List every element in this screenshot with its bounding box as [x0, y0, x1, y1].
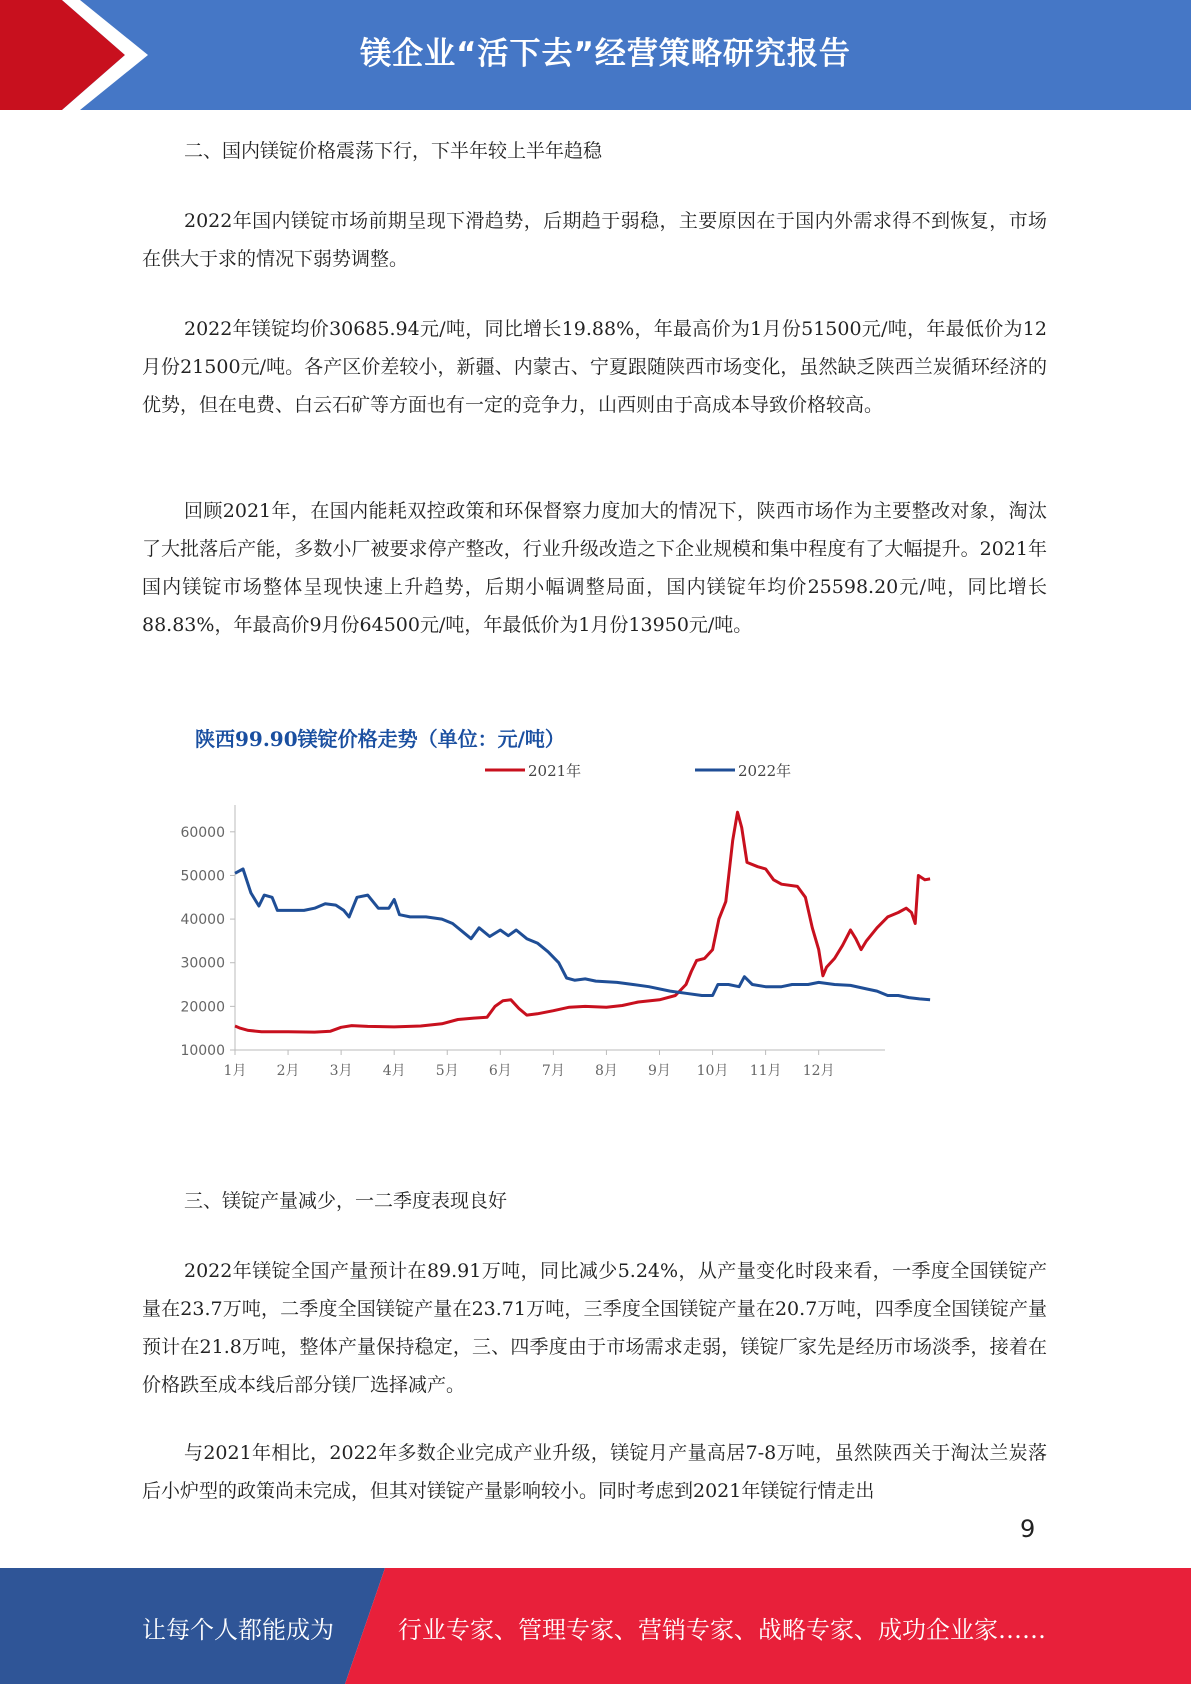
- x-tick-label: 4月: [382, 1063, 406, 1079]
- price-trend-chart: [180, 715, 980, 1095]
- page-footer: [0, 1568, 1191, 1684]
- series-line-2022: [235, 869, 930, 1000]
- section2-paragraph-2: 2022年镁锭均价30685.94元/吨，同比增长19.88%，年最高价为1月份51500元/吨，年最低价为12月份21500元/吨。各产区价差较小，新疆、内蒙古、宁夏跟随陕西市场变化，虽然缺乏陕西兰炭循环经济的优势，但在电费、白云石矿等方面也有一定的竞争力，山西则由于高成本导致价格较高。: [142, 318, 1047, 416]
- y-tick-label: 30000: [180, 955, 225, 972]
- footer-slogan-right: 行业专家、管理专家、营销专家、战略专家、成功企业家……: [398, 1616, 1046, 1644]
- x-tick-label: 7月: [541, 1063, 565, 1079]
- x-tick-label: 6月: [488, 1063, 512, 1079]
- x-tick-label: 3月: [329, 1063, 353, 1079]
- x-tick-label: 5月: [435, 1063, 459, 1079]
- x-tick-label: 8月: [594, 1063, 618, 1079]
- section2-paragraph-3: 回顾2021年，在国内能耗双控政策和环保督察力度加大的情况下，陕西市场作为主要整改对象，淘汰了大批落后产能，多数小厂被要求停产整改，行业升级改造之下企业规模和集中程度有了大幅提升。2021年国内镁锭市场整体呈现快速上升趋势，后期小幅调整局面，国内镁锭年均价25598.20元/吨，同比增长88.83%，年最高价9月份64500元/吨，年最低价为1月份13950元/吨。: [142, 500, 1047, 636]
- chart-plot: [180, 715, 980, 1095]
- page-header: [0, 0, 1191, 110]
- chart-legend: [485, 762, 791, 780]
- section2-heading: 二、国内镁锭价格震荡下行，下半年较上半年趋稳: [184, 140, 603, 162]
- chart-title: 陕西99.90镁锭价格走势（单位：元/吨）: [195, 727, 565, 751]
- page-number: 9: [1020, 1515, 1036, 1543]
- chart-series: [235, 812, 930, 1032]
- y-tick-label: 10000: [180, 1043, 225, 1059]
- x-tick-label: 12月: [802, 1063, 835, 1079]
- y-tick-label: 20000: [180, 999, 225, 1016]
- report-title: 镁企业“活下去”经营策略研究报告: [360, 35, 851, 72]
- section3-paragraph-1: 2022年镁锭全国产量预计在89.91万吨，同比减少5.24%，从产量变化时段来看，一季度全国镁锭产量在23.7万吨，二季度全国镁锭产量在23.71万吨，三季度全国镁锭产量在20.7万吨，四季度全国镁锭产量预计在21.8万吨，整体产量保持稳定，三、四季度由于市场需求走弱，镁锭厂家先是经历市场淡季，接着在价格跌至成本线后部分镁厂选择减产。: [142, 1260, 1047, 1396]
- y-tick-label: 60000: [180, 824, 225, 841]
- section3-heading: 三、镁锭产量减少，一二季度表现良好: [184, 1190, 508, 1212]
- y-tick-label: 40000: [180, 912, 225, 929]
- x-tick-label: 10月: [696, 1063, 729, 1079]
- legend-label-2021: 2021年: [528, 762, 582, 780]
- x-tick-label: 1月: [223, 1063, 247, 1079]
- footer-slogan-left: 让每个人都能成为: [142, 1616, 334, 1644]
- x-tick-label: 9月: [648, 1063, 671, 1079]
- series-line-2021: [235, 812, 930, 1032]
- x-tick-label: 11月: [749, 1063, 782, 1079]
- section3-paragraph-2: 与2021年相比，2022年多数企业完成产业升级，镁锭月产量高居7-8万吨，虽然陕西关于淘汰兰炭落后小炉型的政策尚未完成，但其对镁锭产量影响较小。同时考虑到2021年镁锭行情走出: [142, 1442, 1047, 1502]
- legend-label-2022: 2022年: [738, 762, 792, 780]
- section2-paragraph-1: 2022年国内镁锭市场前期呈现下滑趋势，后期趋于弱稳，主要原因在于国内外需求得不到恢复，市场在供大于求的情况下弱势调整。: [142, 210, 1047, 270]
- y-tick-label: 50000: [180, 868, 225, 885]
- x-tick-label: 2月: [276, 1063, 300, 1079]
